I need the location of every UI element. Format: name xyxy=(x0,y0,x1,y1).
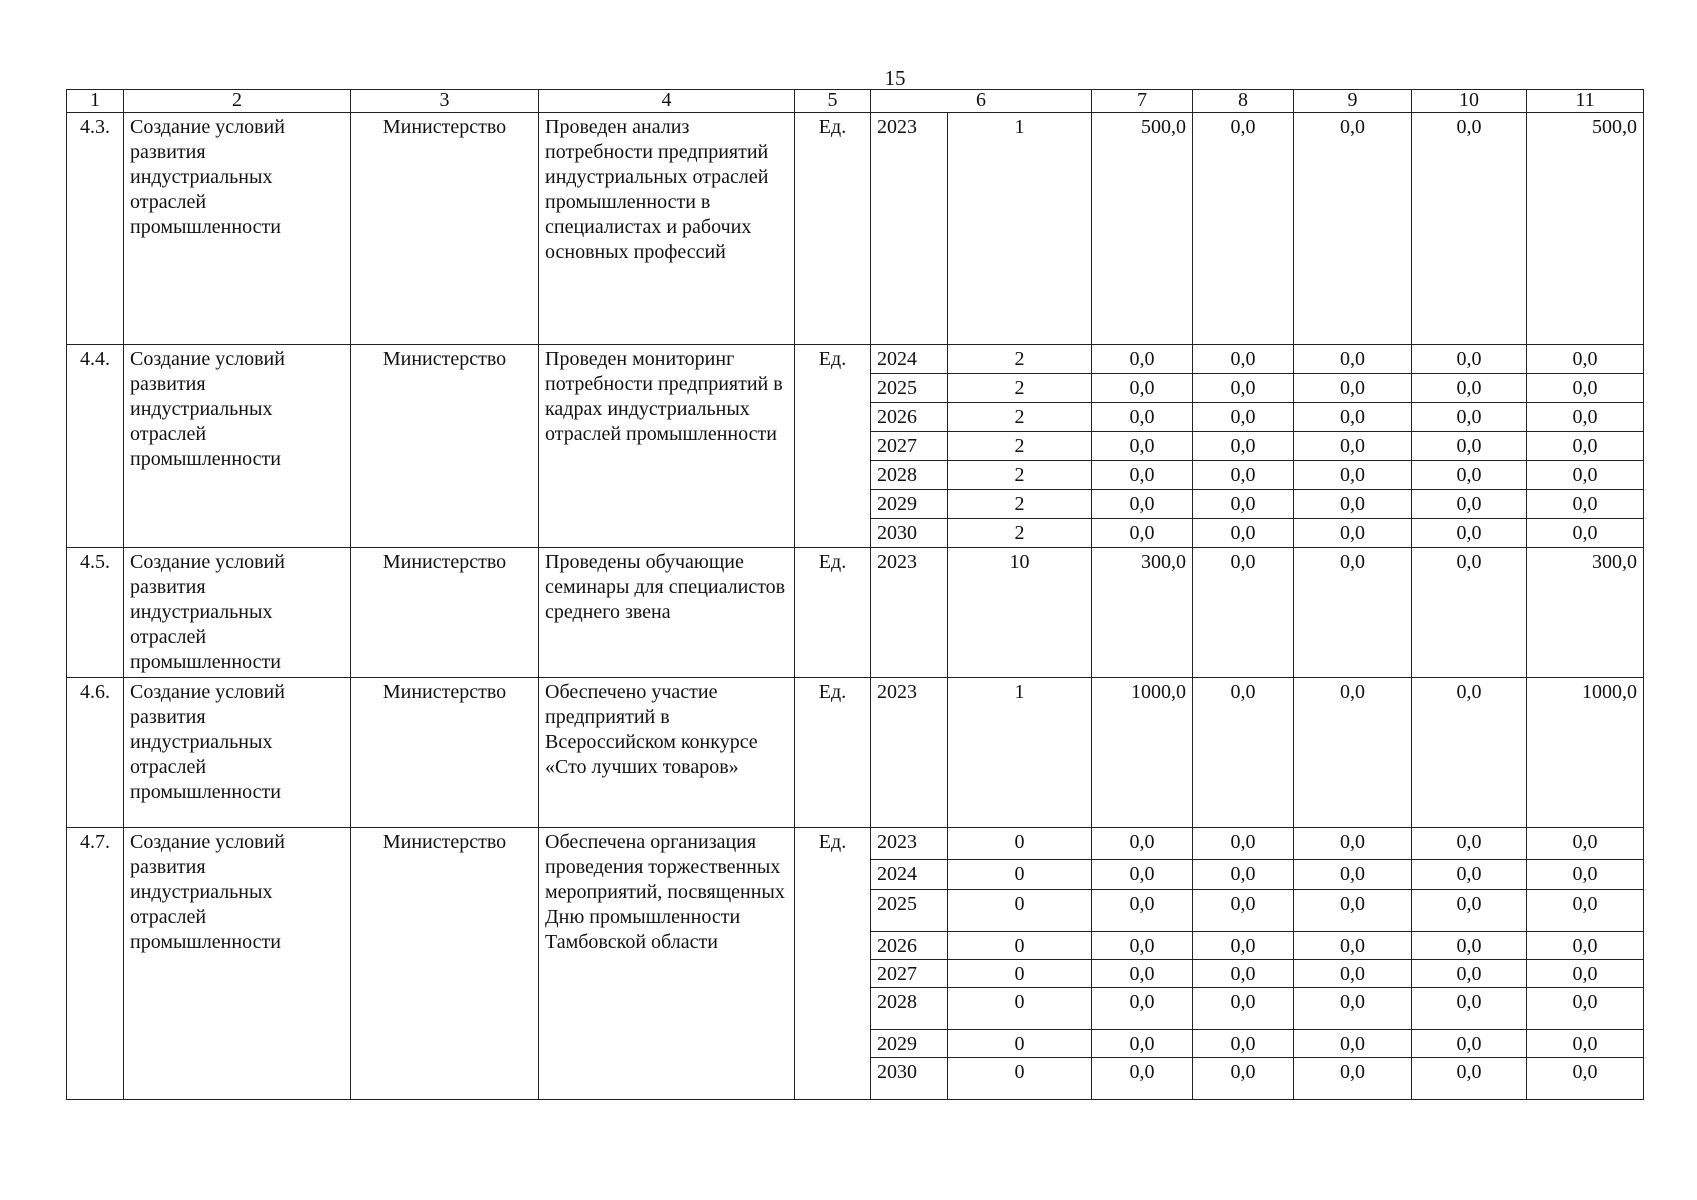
year: 2030 xyxy=(871,1058,948,1100)
value-col-10: 0,0 xyxy=(1412,678,1527,828)
value-col-8: 0,0 xyxy=(1193,432,1294,461)
page-number: 15 xyxy=(884,66,906,90)
value-col-10: 0,0 xyxy=(1412,860,1527,890)
indicator-value: 0 xyxy=(948,890,1092,932)
value-col-7: 0,0 xyxy=(1092,890,1193,932)
value-col-9: 0,0 xyxy=(1294,432,1412,461)
indicator-value: 2 xyxy=(948,403,1092,432)
value-col-7: 0,0 xyxy=(1092,490,1193,519)
value-col-7: 0,0 xyxy=(1092,960,1193,988)
table-row xyxy=(67,113,1644,345)
value-col-9: 0,0 xyxy=(1294,828,1412,860)
table-row xyxy=(67,345,1644,374)
value-col-11: 0,0 xyxy=(1527,374,1644,403)
value-col-11: 0,0 xyxy=(1527,960,1644,988)
indicator-value: 2 xyxy=(948,461,1092,490)
value-col-11: 0,0 xyxy=(1527,988,1644,1030)
value-col-10: 0,0 xyxy=(1412,113,1527,345)
executor: Министерство xyxy=(351,345,539,548)
header-row xyxy=(67,90,1644,113)
row-number: 4.4. xyxy=(67,345,124,548)
indicator-value: 0 xyxy=(948,1058,1092,1100)
value-col-9: 0,0 xyxy=(1294,1058,1412,1100)
unit: Ед. xyxy=(795,678,871,828)
year: 2028 xyxy=(871,988,948,1030)
year: 2029 xyxy=(871,490,948,519)
unit: Ед. xyxy=(795,113,871,345)
value-col-8: 0,0 xyxy=(1193,988,1294,1030)
executor: Министерство xyxy=(351,678,539,828)
indicator-value: 0 xyxy=(948,860,1092,890)
value-col-7: 0,0 xyxy=(1092,519,1193,548)
value-col-11: 300,0 xyxy=(1527,548,1644,678)
table-row xyxy=(67,548,1644,678)
indicator-value: 2 xyxy=(948,345,1092,374)
value-col-10: 0,0 xyxy=(1412,548,1527,678)
value-col-9: 0,0 xyxy=(1294,860,1412,890)
value-col-11: 0,0 xyxy=(1527,890,1644,932)
value-col-9: 0,0 xyxy=(1294,113,1412,345)
value-col-7: 0,0 xyxy=(1092,860,1193,890)
value-col-10: 0,0 xyxy=(1412,490,1527,519)
value-col-7: 0,0 xyxy=(1092,932,1193,960)
value-col-8: 0,0 xyxy=(1193,345,1294,374)
value-col-11: 0,0 xyxy=(1527,932,1644,960)
unit: Ед. xyxy=(795,828,871,1100)
value-col-10: 0,0 xyxy=(1412,932,1527,960)
value-col-8: 0,0 xyxy=(1193,519,1294,548)
value-col-10: 0,0 xyxy=(1412,432,1527,461)
value-col-7: 300,0 xyxy=(1092,548,1193,678)
row-number: 4.5. xyxy=(67,548,124,678)
header-cell-7: 7 xyxy=(1092,90,1193,113)
unit: Ед. xyxy=(795,345,871,548)
value-col-8: 0,0 xyxy=(1193,932,1294,960)
value-col-8: 0,0 xyxy=(1193,548,1294,678)
value-col-7: 0,0 xyxy=(1092,988,1193,1030)
indicator-value: 0 xyxy=(948,1030,1092,1058)
year: 2023 xyxy=(871,828,948,860)
value-col-8: 0,0 xyxy=(1193,678,1294,828)
indicator-value: 0 xyxy=(948,960,1092,988)
header-cell-1: 1 xyxy=(67,90,124,113)
activities-table xyxy=(66,89,1644,1100)
value-col-7: 0,0 xyxy=(1092,432,1193,461)
value-col-8: 0,0 xyxy=(1193,490,1294,519)
row-number: 4.6. xyxy=(67,678,124,828)
value-col-11: 0,0 xyxy=(1527,519,1644,548)
activity-name: Создание условий развития индустриальных отраслей промышленности xyxy=(124,345,351,548)
activity-name: Создание условий развития индустриальных отраслей промышленности xyxy=(124,828,351,1100)
value-col-9: 0,0 xyxy=(1294,403,1412,432)
value-col-9: 0,0 xyxy=(1294,374,1412,403)
unit: Ед. xyxy=(795,548,871,678)
year: 2023 xyxy=(871,548,948,678)
year: 2029 xyxy=(871,1030,948,1058)
indicator-value: 0 xyxy=(948,828,1092,860)
value-col-10: 0,0 xyxy=(1412,461,1527,490)
header-cell-4: 4 xyxy=(539,90,795,113)
value-col-9: 0,0 xyxy=(1294,932,1412,960)
value-col-9: 0,0 xyxy=(1294,678,1412,828)
indicator-value: 2 xyxy=(948,490,1092,519)
indicator-value: 10 xyxy=(948,548,1092,678)
value-col-11: 0,0 xyxy=(1527,432,1644,461)
value-col-7: 0,0 xyxy=(1092,345,1193,374)
value-col-7: 1000,0 xyxy=(1092,678,1193,828)
value-col-9: 0,0 xyxy=(1294,988,1412,1030)
value-col-10: 0,0 xyxy=(1412,988,1527,1030)
header-cell-2: 2 xyxy=(124,90,351,113)
executor: Министерство xyxy=(351,113,539,345)
header-cell-9: 9 xyxy=(1294,90,1412,113)
row-number: 4.3. xyxy=(67,113,124,345)
indicator-value: 2 xyxy=(948,432,1092,461)
value-col-11: 1000,0 xyxy=(1527,678,1644,828)
header-cell-11: 11 xyxy=(1527,90,1644,113)
value-col-10: 0,0 xyxy=(1412,403,1527,432)
activity-name: Создание условий развития индустриальных отраслей промышленности xyxy=(124,678,351,828)
year: 2026 xyxy=(871,932,948,960)
indicator-value: 0 xyxy=(948,988,1092,1030)
table-row xyxy=(67,678,1644,828)
value-col-9: 0,0 xyxy=(1294,960,1412,988)
value-col-8: 0,0 xyxy=(1193,374,1294,403)
result-description: Обеспечено участие предприятий в Всероссийском конкурсе «Сто лучших товаров» xyxy=(539,678,795,828)
value-col-11: 0,0 xyxy=(1527,490,1644,519)
year: 2030 xyxy=(871,519,948,548)
year: 2023 xyxy=(871,113,948,345)
value-col-8: 0,0 xyxy=(1193,1030,1294,1058)
header-cell-6: 6 xyxy=(871,90,1092,113)
value-col-11: 0,0 xyxy=(1527,403,1644,432)
header-cell-10: 10 xyxy=(1412,90,1527,113)
indicator-value: 2 xyxy=(948,519,1092,548)
executor: Министерство xyxy=(351,548,539,678)
year: 2025 xyxy=(871,374,948,403)
result-description: Обеспечена организация проведения торжественных мероприятий, посвященных Дню промышленности Тамбовской области xyxy=(539,828,795,1100)
value-col-11: 0,0 xyxy=(1527,1030,1644,1058)
year: 2024 xyxy=(871,345,948,374)
value-col-10: 0,0 xyxy=(1412,519,1527,548)
activity-name: Создание условий развития индустриальных отраслей промышленности xyxy=(124,548,351,678)
value-col-9: 0,0 xyxy=(1294,1030,1412,1058)
header-cell-5: 5 xyxy=(795,90,871,113)
value-col-9: 0,0 xyxy=(1294,890,1412,932)
activity-name: Создание условий развития индустриальных отраслей промышленности xyxy=(124,113,351,345)
year: 2024 xyxy=(871,860,948,890)
value-col-8: 0,0 xyxy=(1193,828,1294,860)
year: 2026 xyxy=(871,403,948,432)
result-description: Проведены обучающие семинары для специалистов среднего звена xyxy=(539,548,795,678)
value-col-11: 0,0 xyxy=(1527,345,1644,374)
result-description: Проведен мониторинг потребности предприятий в кадрах индустриальных отраслей промышленности xyxy=(539,345,795,548)
value-col-10: 0,0 xyxy=(1412,960,1527,988)
value-col-8: 0,0 xyxy=(1193,960,1294,988)
table-row xyxy=(67,828,1644,860)
indicator-value: 1 xyxy=(948,113,1092,345)
row-number: 4.7. xyxy=(67,828,124,1100)
value-col-10: 0,0 xyxy=(1412,1030,1527,1058)
indicator-value: 1 xyxy=(948,678,1092,828)
year: 2025 xyxy=(871,890,948,932)
value-col-7: 0,0 xyxy=(1092,374,1193,403)
indicator-value: 2 xyxy=(948,374,1092,403)
indicator-value: 0 xyxy=(948,932,1092,960)
value-col-10: 0,0 xyxy=(1412,345,1527,374)
value-col-10: 0,0 xyxy=(1412,890,1527,932)
value-col-10: 0,0 xyxy=(1412,828,1527,860)
value-col-11: 0,0 xyxy=(1527,860,1644,890)
year: 2027 xyxy=(871,960,948,988)
value-col-7: 0,0 xyxy=(1092,828,1193,860)
result-description: Проведен анализ потребности предприятий индустриальных отраслей промышленности в специалистах и рабочих основных профессий xyxy=(539,113,795,345)
value-col-7: 0,0 xyxy=(1092,1030,1193,1058)
value-col-9: 0,0 xyxy=(1294,345,1412,374)
value-col-7: 0,0 xyxy=(1092,403,1193,432)
year: 2028 xyxy=(871,461,948,490)
value-col-8: 0,0 xyxy=(1193,860,1294,890)
value-col-8: 0,0 xyxy=(1193,890,1294,932)
value-col-8: 0,0 xyxy=(1193,113,1294,345)
value-col-9: 0,0 xyxy=(1294,548,1412,678)
value-col-9: 0,0 xyxy=(1294,490,1412,519)
value-col-9: 0,0 xyxy=(1294,519,1412,548)
value-col-11: 0,0 xyxy=(1527,1058,1644,1100)
value-col-9: 0,0 xyxy=(1294,461,1412,490)
value-col-10: 0,0 xyxy=(1412,374,1527,403)
value-col-10: 0,0 xyxy=(1412,1058,1527,1100)
value-col-7: 0,0 xyxy=(1092,1058,1193,1100)
header-cell-8: 8 xyxy=(1193,90,1294,113)
value-col-11: 0,0 xyxy=(1527,461,1644,490)
value-col-11: 500,0 xyxy=(1527,113,1644,345)
year: 2023 xyxy=(871,678,948,828)
header-cell-3: 3 xyxy=(351,90,539,113)
executor: Министерство xyxy=(351,828,539,1100)
value-col-7: 0,0 xyxy=(1092,461,1193,490)
value-col-8: 0,0 xyxy=(1193,1058,1294,1100)
value-col-8: 0,0 xyxy=(1193,403,1294,432)
value-col-7: 500,0 xyxy=(1092,113,1193,345)
value-col-8: 0,0 xyxy=(1193,461,1294,490)
year: 2027 xyxy=(871,432,948,461)
value-col-11: 0,0 xyxy=(1527,828,1644,860)
